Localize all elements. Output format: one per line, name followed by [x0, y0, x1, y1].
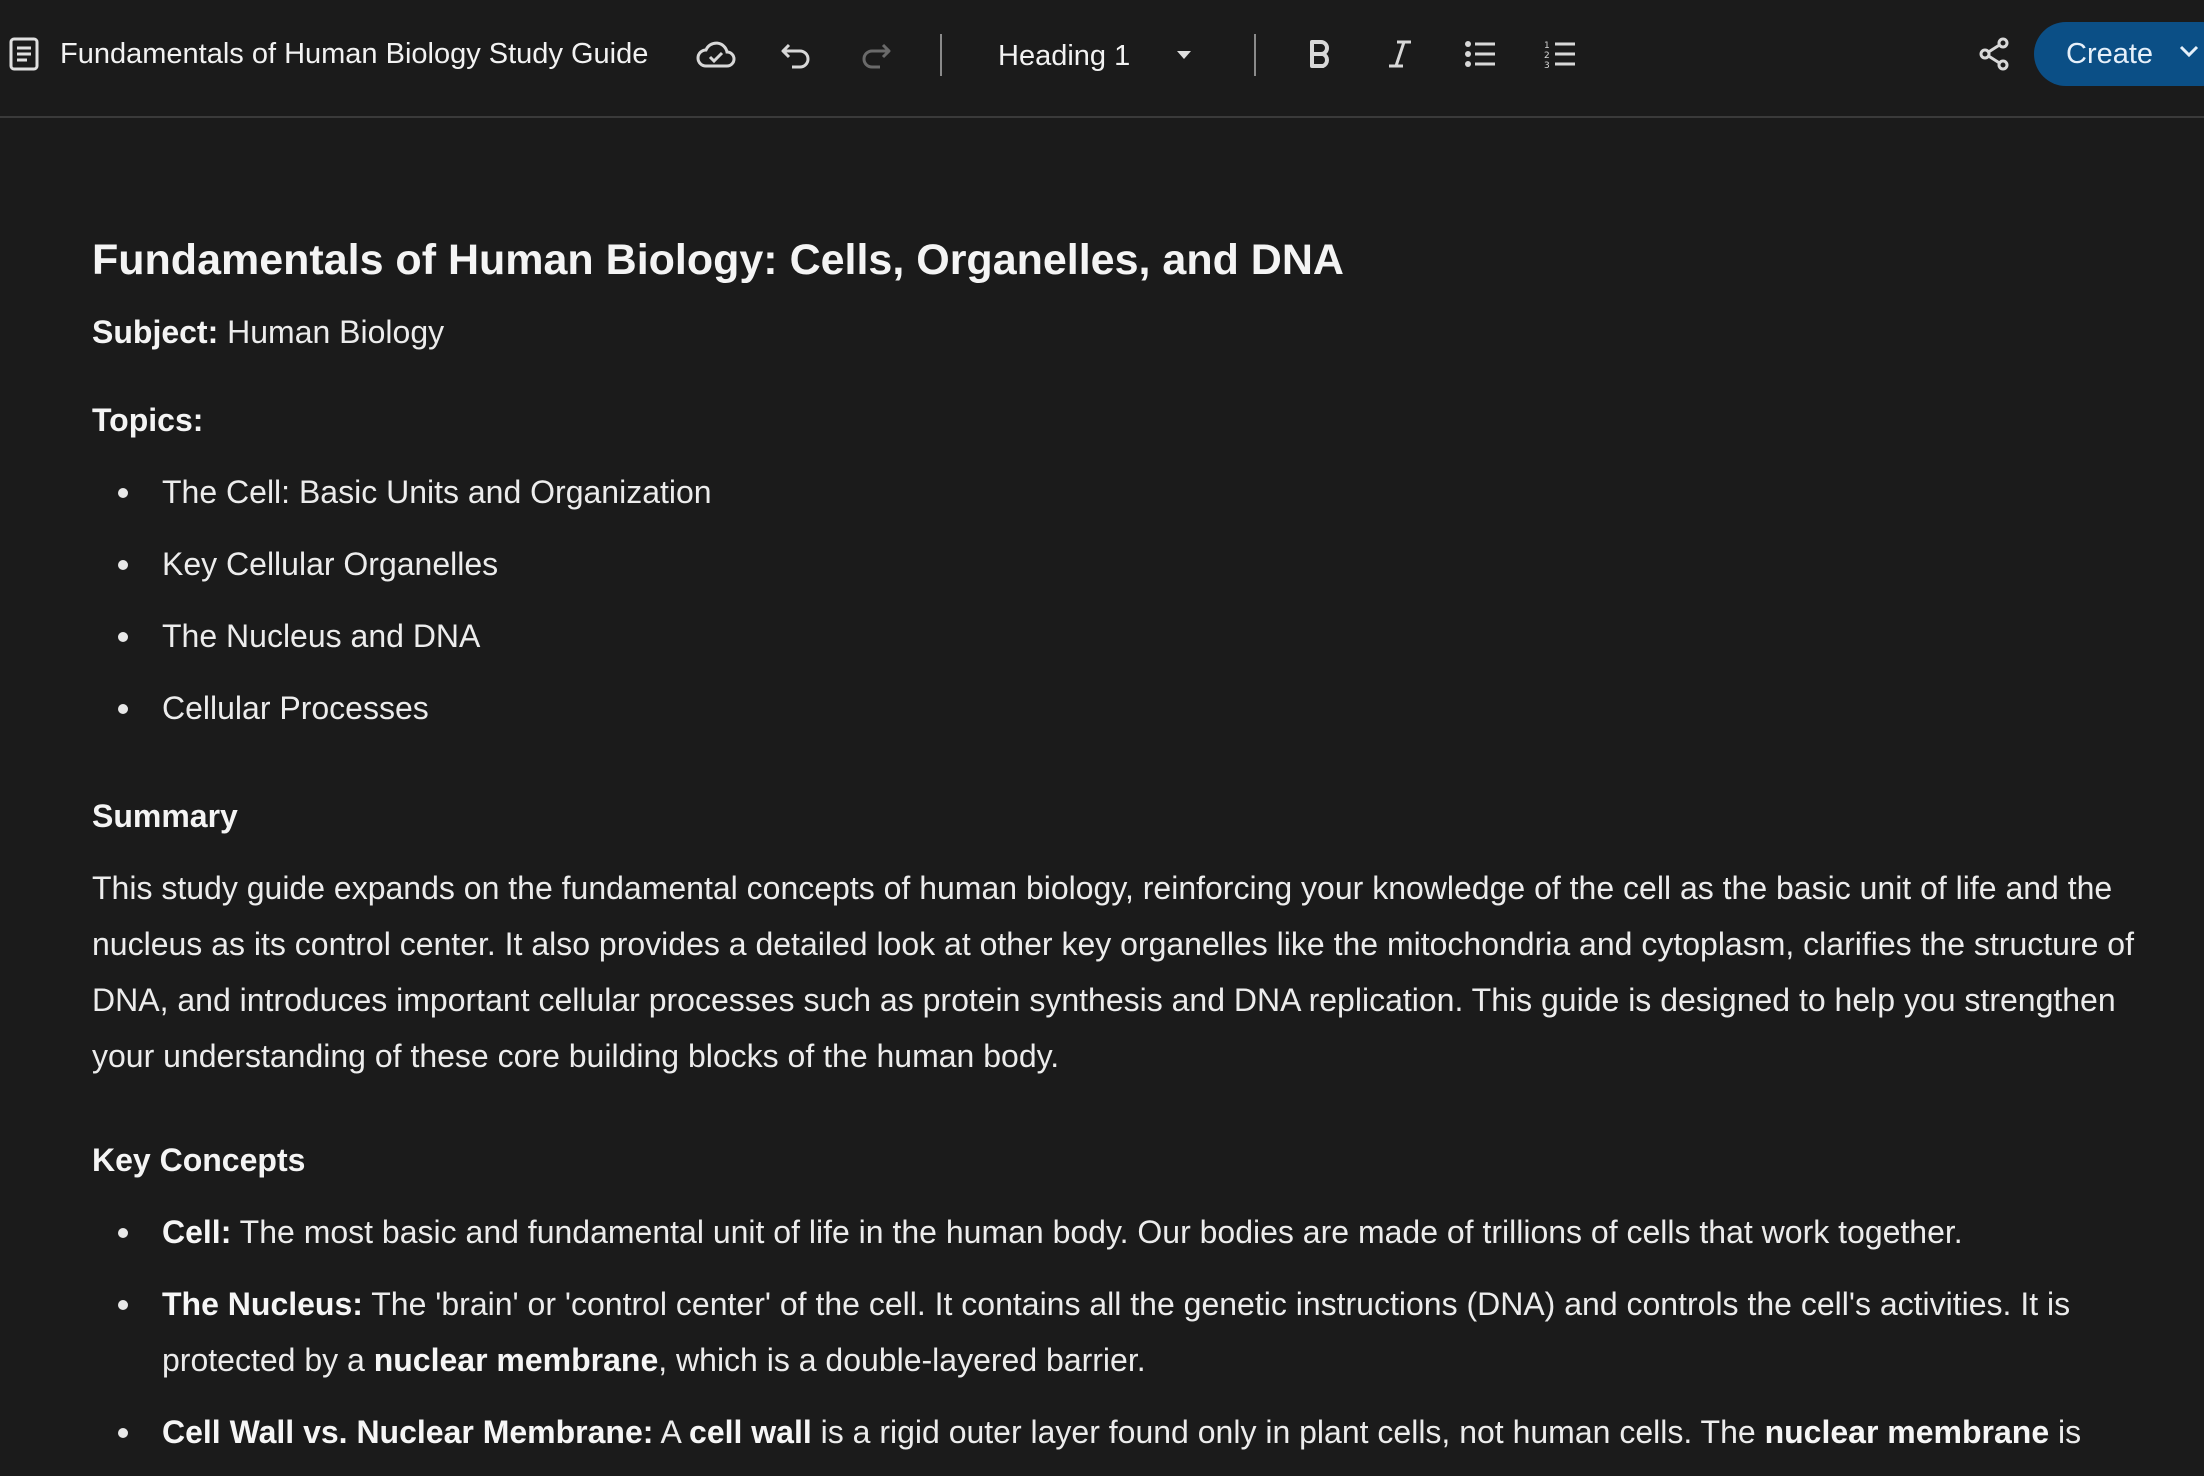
key-concepts-list — [92, 1204, 2142, 1476]
subject-value: Human Biology — [218, 314, 445, 350]
redo-icon[interactable] — [848, 26, 904, 82]
bullet — [118, 1228, 128, 1238]
topic-text: Cellular Processes — [162, 690, 429, 726]
document-icon[interactable] — [8, 36, 40, 72]
topic-item — [92, 686, 712, 758]
topics-list — [92, 470, 712, 758]
paragraph-style-dropdown[interactable] — [980, 30, 1220, 80]
key-concept-item — [92, 1204, 2142, 1260]
chevron-down-icon — [1176, 48, 1192, 66]
key-concept-item — [92, 1404, 2142, 1460]
concept-term: Cell: — [162, 1214, 232, 1250]
share-icon[interactable] — [1966, 26, 2022, 82]
concept-emphasis: nuclear membrane — [1764, 1414, 2050, 1450]
toolbar-divider — [940, 34, 942, 76]
concept-emphasis: nuclear membrane — [373, 1342, 659, 1378]
cloud-saved-icon[interactable] — [688, 26, 744, 82]
bullet — [118, 1300, 128, 1310]
undo-icon[interactable] — [768, 26, 824, 82]
key-concept-item — [92, 1276, 2142, 1388]
bullet — [118, 560, 128, 570]
document-title[interactable]: Fundamentals of Human Biology Study Guide — [60, 38, 649, 70]
svg-text:3: 3 — [1544, 61, 1550, 69]
concept-term: Cell Wall vs. Nuclear Membrane: — [162, 1414, 654, 1450]
concept-text: is — [2049, 1414, 2082, 1450]
subject-label: Subject: — [92, 314, 219, 350]
bullet — [118, 1428, 128, 1438]
bullet — [118, 632, 128, 642]
chevron-down-icon — [2178, 44, 2200, 63]
concept-text: A — [653, 1414, 690, 1450]
create-button-label: Create — [2066, 38, 2154, 70]
bullet — [118, 488, 128, 498]
topic-text: The Nucleus and DNA — [162, 618, 481, 654]
summary-heading: Summary — [92, 798, 238, 834]
paragraph-style-value: Heading 1 — [998, 40, 1131, 72]
bold-icon[interactable] — [1292, 26, 1348, 82]
numbered-list-icon[interactable] — [1532, 26, 1588, 82]
document-heading: Fundamentals of Human Biology: Cells, Organelles, and DNA — [92, 236, 1344, 284]
summary-paragraph: This study guide expands on the fundamental concepts of human biology, reinforcing your knowledge of the cell as the basic unit of life and the nucleus as its control center. It also provides a detailed look at other key organelles like the mitochondria and cytoplasm, clarifies the structure of DNA, and introduces important cellular processes such as protein synthesis and DNA replication. This guide is designed to help you strengthen your understanding of these core building blocks of the human body. — [92, 870, 2134, 1074]
toolbar — [0, 0, 2204, 118]
subject-line — [92, 310, 444, 354]
bulleted-list-icon[interactable] — [1452, 26, 1508, 82]
svg-text:1: 1 — [1544, 41, 1550, 51]
concept-term: The Nucleus: — [162, 1286, 363, 1322]
topic-text: The Cell: Basic Units and Organization — [162, 474, 712, 510]
topic-text: Key Cellular Organelles — [162, 546, 499, 582]
bullet — [118, 704, 128, 714]
topics-heading: Topics: — [92, 402, 204, 438]
italic-icon[interactable] — [1372, 26, 1428, 82]
concept-text: is a rigid outer layer found only in plant cells, not human cells. The — [811, 1414, 1765, 1450]
concept-emphasis: cell wall — [689, 1414, 812, 1450]
topic-item — [92, 470, 712, 542]
concept-text: , which is a double-layered barrier. — [658, 1342, 1146, 1378]
key-concepts-heading: Key Concepts — [92, 1142, 306, 1178]
svg-text:2: 2 — [1544, 51, 1550, 61]
concept-text: The most basic and fundamental unit of life in the human body. Our bodies are made of trillions of cells that work together. — [231, 1214, 1963, 1250]
concept-text: The 'brain' or 'control center' of the cell. It contains all the genetic instructions (DNA) and controls the cell's activities. It is protected by a — [162, 1286, 2071, 1378]
topic-item — [92, 614, 712, 686]
topic-item — [92, 542, 712, 614]
create-button[interactable] — [2034, 22, 2204, 86]
toolbar-divider — [1254, 34, 1256, 76]
